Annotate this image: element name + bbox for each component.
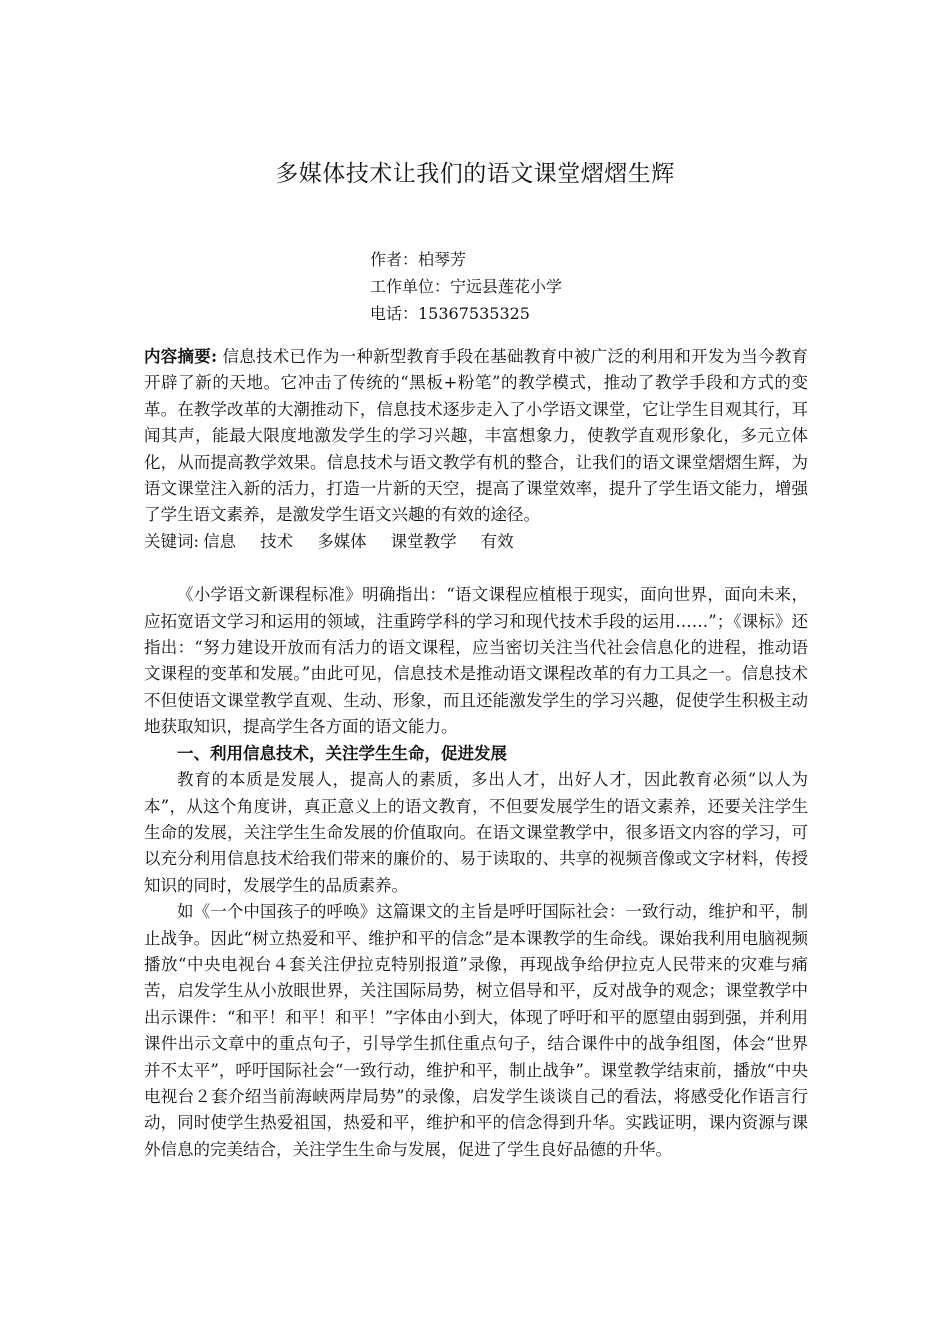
document-title: 多媒体技术让我们的语文课堂熠熠生辉 — [275, 161, 675, 187]
section-heading: 一、利用信息技术，关注学生生命，促进发展 — [177, 743, 507, 763]
author-info — [370, 246, 562, 327]
keyword: 多媒体 — [317, 531, 367, 551]
spacer — [144, 555, 808, 582]
abstract-label: 内容摘要: — [144, 347, 218, 366]
intro-paragraph: 《小学语文新课程标准》明确指出：“语文课程应植根于现实，面向世界，面向未来，应拓宽语文学习和运用的领域，注重跨学科的学习和现代技术手段的运用……”；《课标》还指出：“努力建设开放而有活力的语文课程，应当密切关注当代社会信息化的进程，推动语文课程的变革和发展。”由此可见，信息技术是推动语文课程改革的有力工具之一。信息技术不但使语文课堂教学直观、生动、形象，而且还能激发学生的学习兴趣，促使学生积极主动地获取知识，提高学生各方面的语文能力。 — [144, 585, 808, 737]
keyword: 技术 — [260, 531, 294, 551]
keywords-line — [144, 529, 808, 555]
body-paragraph: 教育的本质是发展人，提高人的素质，多出人才，出好人才，因此教育必须“以人为本”，从这个角度讲，真正意义上的语文教育，不但要发展学生的语文素养，还要关注学生生命的发展，关注学生生命发展的价值取向。在语文课堂教学中，很多语文内容的学习，可以充分利用信息技术给我们带来的廉价的、易于读取的、共享的视频音像或文字材料，传授知识的同时，发展学生的品质素养。 — [144, 770, 808, 895]
abstract-paragraph — [144, 344, 808, 529]
body-paragraph: 如《一个中国孩子的呼唤》这篇课文的主旨是呼吁国际社会：一致行动，维护和平，制止战争。因此“树立热爱和平、维护和平的信念”是本课教学的生命线。课始我利用电脑视频播放“中央电视台４套关注伊拉克特别报道”录像，再现战争给伊拉克人民带来的灾难与痛苦，启发学生从小放眼世界，关注国际局势，树立倡导和平，反对战争的观念；课堂教学中出示课件：“和平！和平！和平！”字体由小到大，体现了呼吁和平的愿望由弱到强，并利用课件出示文章中的重点句子，引导学生抓住重点句子，结合课件中的战争组图，体会“世界并不太平”，呼吁国际社会“一致行动，维护和平，制止战争”。课堂教学结束前，播放“中央电视台２套介绍当前海峡两岸局势”的录像，启发学生谈谈自己的看法，将感受化作语言行动，同时使学生热爱祖国，热爱和平，维护和平的信念得到升华。实践证明，课内资源与课外信息的完美结合，关注学生生命与发展，促进了学生良好品德的升华。 — [144, 902, 808, 1159]
phone-line: 电话：15367535325 — [370, 304, 530, 323]
document-content — [144, 344, 808, 1163]
abstract-text: 信息技术已作为一种新型教育手段在基础教育中被广泛的利用和开发为当今教育开辟了新的天地。它冲击了传统的“黑板+粉笔”的教学模式，推动了教学手段和方式的变革。在教学改革的大潮推动下，信息技术逐步走入了小学语文课堂，它让学生目观其行，耳闻其声，能最大限度地激发学生的学习兴趣，丰富想象力，使教学直观形象化，多元立体化，从而提高教学效果。信息技术与语文教学有机的整合，让我们的语文课堂熠熠生辉，为语文课堂注入新的活力，打造一片新的天空，提高了课堂效率，提升了学生语文能力，增强了学生语文素养，是激发学生语文兴趣的有效的途径。 — [144, 347, 808, 525]
keyword: 课堂教学 — [390, 531, 457, 551]
author-line: 作者：柏琴芳 — [370, 250, 467, 269]
keyword: 信息 — [203, 531, 237, 551]
work-unit-line: 工作单位：宁远县莲花小学 — [370, 277, 563, 296]
keyword: 有效 — [480, 531, 514, 551]
keywords-label: 关键词: — [144, 531, 200, 551]
